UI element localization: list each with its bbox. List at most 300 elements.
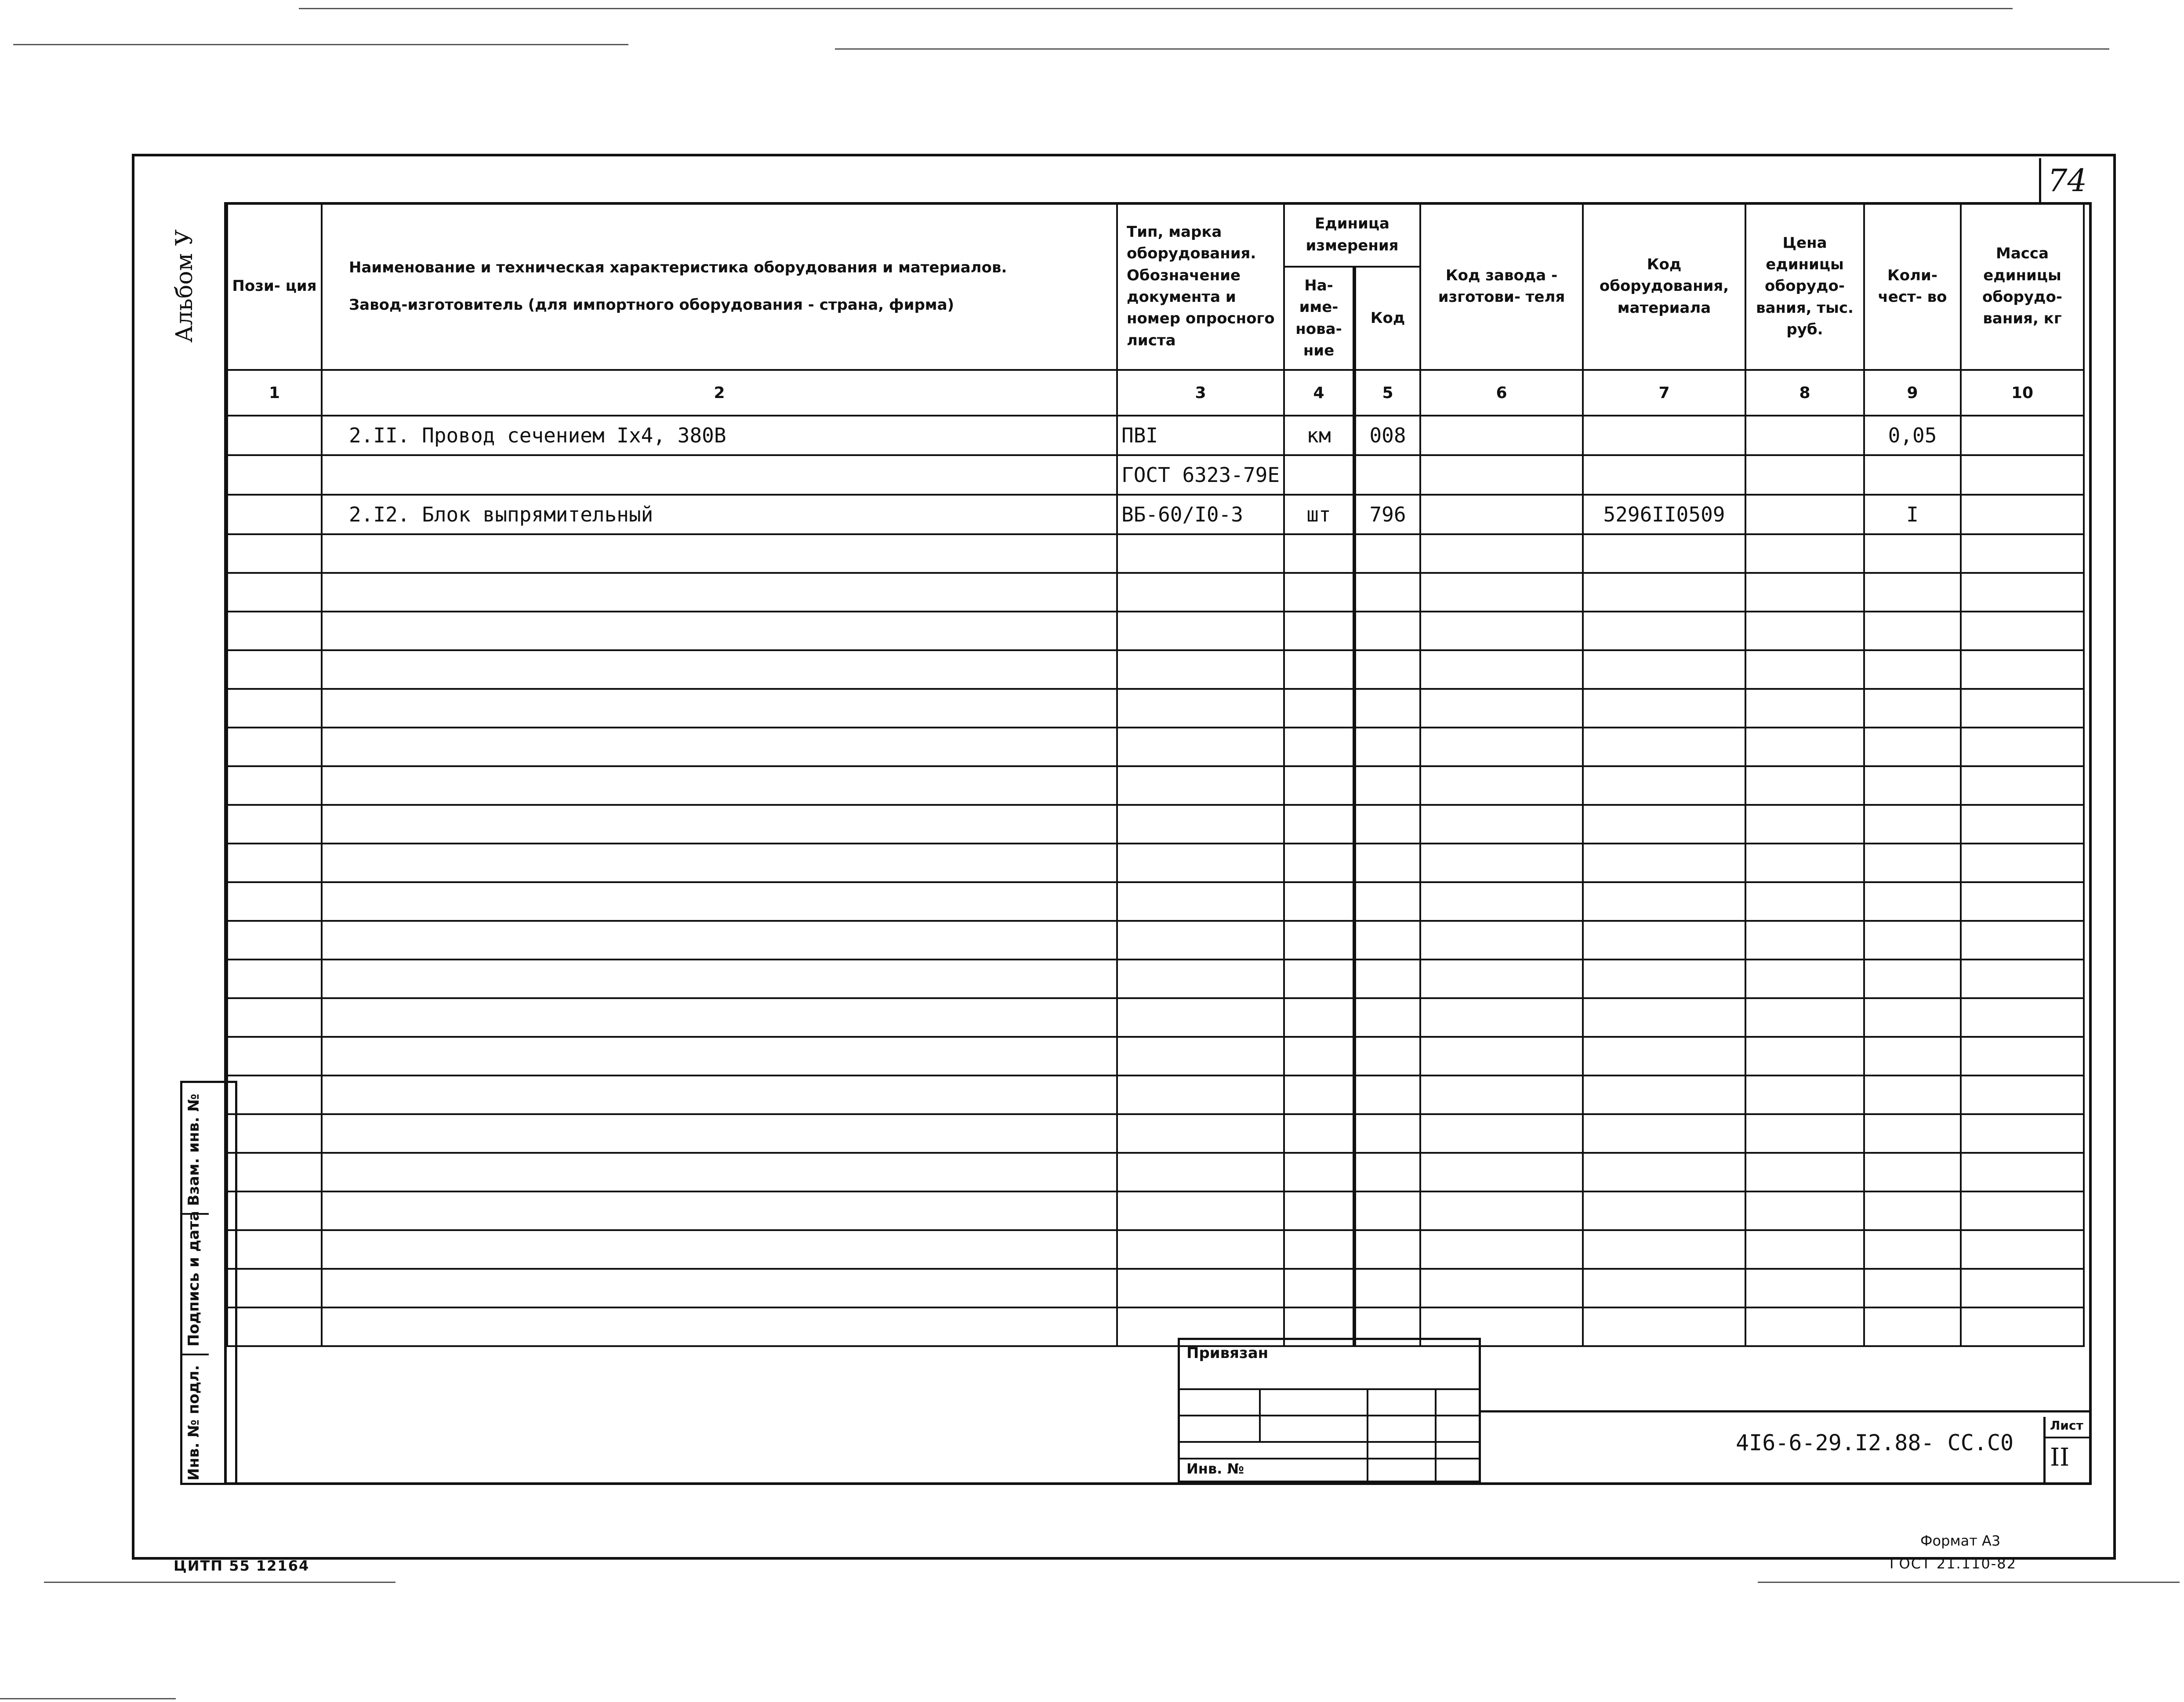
grid-line <box>1367 1388 1368 1481</box>
empty-table-row <box>227 1269 2084 1307</box>
header-name <box>322 203 1117 370</box>
empty-cell <box>1961 998 2084 1037</box>
empty-cell <box>1284 1191 1354 1230</box>
empty-cell <box>322 921 1117 960</box>
empty-cell <box>1354 534 1420 573</box>
empty-cell <box>1354 689 1420 728</box>
empty-cell <box>1284 998 1354 1037</box>
empty-cell <box>1354 1114 1420 1153</box>
empty-cell <box>1583 612 1745 650</box>
empty-cell <box>1745 998 1864 1037</box>
empty-cell <box>1284 1230 1354 1269</box>
empty-cell <box>1284 882 1354 921</box>
empty-cell <box>1420 882 1583 921</box>
empty-cell <box>1864 1037 1961 1076</box>
empty-cell <box>1864 1269 1961 1307</box>
empty-table-row <box>227 921 2084 960</box>
empty-cell <box>227 689 322 728</box>
empty-cell <box>1961 1269 2084 1307</box>
col-number: 2 <box>322 370 1117 416</box>
header-unit-name: На- име- нова- ние <box>1284 267 1354 370</box>
empty-cell <box>1354 960 1420 998</box>
col-number: 3 <box>1117 370 1284 416</box>
empty-cell <box>1420 1269 1583 1307</box>
empty-cell <box>1117 1230 1284 1269</box>
empty-cell <box>1583 844 1745 882</box>
empty-cell <box>227 766 322 805</box>
empty-cell <box>1961 1230 2084 1269</box>
empty-cell <box>1117 1037 1284 1076</box>
empty-cell <box>1864 1307 1961 1346</box>
row-quantity: 0,05 <box>1864 416 1961 455</box>
empty-table-row <box>227 1037 2084 1076</box>
empty-cell <box>1961 1114 2084 1153</box>
empty-cell <box>1420 1153 1583 1191</box>
empty-cell <box>1354 650 1420 689</box>
empty-cell <box>1284 573 1354 612</box>
empty-cell <box>1583 1153 1745 1191</box>
empty-cell <box>322 1076 1117 1114</box>
empty-cell <box>1583 1230 1745 1269</box>
empty-cell <box>1420 534 1583 573</box>
col-number: 7 <box>1583 370 1745 416</box>
empty-cell <box>1961 650 2084 689</box>
empty-cell <box>1745 1191 1864 1230</box>
row-price <box>1745 455 1864 495</box>
row-equipment-code: 5296II0509 <box>1583 495 1745 534</box>
empty-cell <box>1117 573 1284 612</box>
empty-cell <box>1745 921 1864 960</box>
empty-cell <box>1284 805 1354 844</box>
header-unit-code: Код <box>1354 267 1420 370</box>
empty-cell <box>227 805 322 844</box>
empty-cell <box>1284 612 1354 650</box>
col-number: 4 <box>1284 370 1354 416</box>
privyazan-block <box>1178 1338 1481 1483</box>
empty-cell <box>1354 1153 1420 1191</box>
empty-cell <box>322 573 1117 612</box>
empty-cell <box>1864 766 1961 805</box>
row-factory-code <box>1420 495 1583 534</box>
row-unit-code: 008 <box>1354 416 1420 455</box>
empty-table-row <box>227 534 2084 573</box>
empty-cell <box>322 960 1117 998</box>
header-type: Тип, марка оборудования. Обозначение документа и номер опросного листа <box>1117 203 1284 370</box>
empty-cell <box>1284 728 1354 766</box>
empty-cell <box>1961 1191 2084 1230</box>
page-number: 74 <box>2048 163 2087 199</box>
row-unit <box>1284 455 1354 495</box>
empty-cell <box>1420 728 1583 766</box>
empty-cell <box>1420 1076 1583 1114</box>
empty-cell <box>1117 960 1284 998</box>
row-quantity: I <box>1864 495 1961 534</box>
empty-cell <box>1284 1269 1354 1307</box>
col-number: 6 <box>1420 370 1583 416</box>
empty-cell <box>1583 534 1745 573</box>
empty-cell <box>322 1230 1117 1269</box>
empty-cell <box>1583 921 1745 960</box>
side-stamp-label: Инв. № подл. <box>185 1365 203 1481</box>
empty-cell <box>1354 921 1420 960</box>
row-name: 2.I2. Блок выпрямительный <box>322 495 1117 534</box>
empty-table-row <box>227 1307 2084 1346</box>
empty-cell <box>322 882 1117 921</box>
row-unit: км <box>1284 416 1354 455</box>
grid-line <box>1180 1415 1479 1416</box>
empty-cell <box>1961 612 2084 650</box>
grid-line <box>1180 1458 1479 1459</box>
empty-table-row <box>227 805 2084 844</box>
privyazan-title: Привязан <box>1186 1344 1269 1362</box>
empty-cell <box>1961 882 2084 921</box>
scan-artifact-line <box>1758 1582 2180 1583</box>
empty-cell <box>227 612 322 650</box>
empty-cell <box>1745 766 1864 805</box>
empty-cell <box>227 998 322 1037</box>
empty-cell <box>1284 534 1354 573</box>
header-unit-group: Единица измерения <box>1284 203 1420 267</box>
empty-cell <box>1420 1191 1583 1230</box>
empty-table-row <box>227 650 2084 689</box>
empty-cell <box>1864 1230 1961 1269</box>
empty-rows <box>227 534 2084 1346</box>
empty-table-row <box>227 960 2084 998</box>
header-name-line2: Завод-изготовитель (для импортного оборудования - страна, фирма) <box>349 296 954 314</box>
row-unit-code <box>1354 455 1420 495</box>
empty-cell <box>1864 728 1961 766</box>
empty-cell <box>1745 1230 1864 1269</box>
row-equipment-code <box>1583 416 1745 455</box>
empty-table-row <box>227 1153 2084 1191</box>
scan-artifact-line <box>835 48 2109 50</box>
empty-cell <box>227 1307 322 1346</box>
empty-cell <box>227 1153 322 1191</box>
row-factory-code <box>1420 455 1583 495</box>
empty-cell <box>322 1307 1117 1346</box>
empty-cell <box>1745 1076 1864 1114</box>
empty-cell <box>1117 1076 1284 1114</box>
empty-cell <box>1354 573 1420 612</box>
header-position: Пози- ция <box>227 203 322 370</box>
empty-cell <box>322 1114 1117 1153</box>
row-price <box>1745 416 1864 455</box>
side-stamp <box>180 1081 237 1485</box>
table-row <box>227 416 2084 455</box>
empty-cell <box>1961 1076 2084 1114</box>
empty-cell <box>1961 960 2084 998</box>
empty-cell <box>1354 1230 1420 1269</box>
empty-cell <box>1864 960 1961 998</box>
empty-cell <box>1354 1076 1420 1114</box>
empty-cell <box>1284 921 1354 960</box>
empty-cell <box>1284 1114 1354 1153</box>
empty-cell <box>1583 728 1745 766</box>
empty-cell <box>322 1037 1117 1076</box>
empty-cell <box>227 573 322 612</box>
empty-cell <box>1284 844 1354 882</box>
empty-cell <box>227 728 322 766</box>
empty-cell <box>1864 805 1961 844</box>
empty-cell <box>1284 1153 1354 1191</box>
row-mass <box>1961 416 2084 455</box>
empty-cell <box>1961 844 2084 882</box>
empty-cell <box>1745 1114 1864 1153</box>
empty-cell <box>1284 650 1354 689</box>
empty-cell <box>1420 650 1583 689</box>
empty-cell <box>1354 1269 1420 1307</box>
empty-cell <box>1745 650 1864 689</box>
empty-cell <box>227 921 322 960</box>
empty-cell <box>227 650 322 689</box>
empty-cell <box>322 612 1117 650</box>
empty-table-row <box>227 689 2084 728</box>
header-quantity: Коли- чест- во <box>1864 203 1961 370</box>
footer-gost: ГОСТ 21.110-82 <box>1890 1555 2017 1572</box>
empty-cell <box>1745 728 1864 766</box>
empty-cell <box>1864 689 1961 728</box>
empty-cell <box>1284 689 1354 728</box>
row-unit-code: 796 <box>1354 495 1420 534</box>
empty-cell <box>1354 766 1420 805</box>
empty-cell <box>1961 805 2084 844</box>
col-number: 10 <box>1961 370 2084 416</box>
empty-cell <box>1745 534 1864 573</box>
empty-cell <box>1420 573 1583 612</box>
empty-cell <box>1117 534 1284 573</box>
empty-cell <box>1583 1269 1745 1307</box>
empty-cell <box>1420 1230 1583 1269</box>
title-block-line <box>1481 1410 2092 1412</box>
empty-cell <box>1961 921 2084 960</box>
title-block-line <box>2043 1437 2092 1438</box>
empty-table-row <box>227 844 2084 882</box>
empty-cell <box>1745 1269 1864 1307</box>
empty-cell <box>1961 1037 2084 1076</box>
row-unit: шт <box>1284 495 1354 534</box>
scan-artifact-line <box>13 44 628 45</box>
empty-cell <box>1420 805 1583 844</box>
header-price: Цена единицы оборудо- вания, тыс. руб. <box>1745 203 1864 370</box>
empty-cell <box>322 766 1117 805</box>
empty-cell <box>322 805 1117 844</box>
empty-cell <box>1420 1037 1583 1076</box>
grid-line <box>1259 1388 1261 1441</box>
col-number: 5 <box>1354 370 1420 416</box>
empty-cell <box>1420 1114 1583 1153</box>
row-type: ГОСТ 6323-79Е <box>1117 455 1284 495</box>
empty-cell <box>1284 1037 1354 1076</box>
side-stamp-label: Взам. инв. № <box>185 1094 203 1206</box>
empty-cell <box>1583 650 1745 689</box>
row-position <box>227 495 322 534</box>
sheet-number: II <box>2050 1443 2070 1472</box>
empty-cell <box>1284 1076 1354 1114</box>
empty-cell <box>1864 844 1961 882</box>
empty-cell <box>1354 1037 1420 1076</box>
empty-cell <box>1583 998 1745 1037</box>
empty-cell <box>1117 612 1284 650</box>
empty-cell <box>322 650 1117 689</box>
empty-cell <box>1583 1307 1745 1346</box>
column-number-row <box>227 370 2084 416</box>
empty-cell <box>1864 1153 1961 1191</box>
document-code: 4I6-6-29.I2.88- СС.С0 <box>1736 1430 2014 1456</box>
empty-cell <box>1745 1037 1864 1076</box>
empty-cell <box>1354 612 1420 650</box>
album-label: Альбом У <box>171 229 198 343</box>
table-row <box>227 495 2084 534</box>
empty-cell <box>1420 844 1583 882</box>
empty-cell <box>322 1191 1117 1230</box>
empty-table-row <box>227 1191 2084 1230</box>
empty-cell <box>1745 573 1864 612</box>
empty-cell <box>1583 960 1745 998</box>
empty-cell <box>1284 766 1354 805</box>
grid-line <box>1435 1388 1437 1481</box>
empty-cell <box>1117 882 1284 921</box>
row-position <box>227 455 322 495</box>
empty-cell <box>1420 766 1583 805</box>
empty-cell <box>1961 1153 2084 1191</box>
empty-table-row <box>227 1114 2084 1153</box>
side-stamp-label: Подпись и дата <box>185 1211 203 1347</box>
row-name <box>322 455 1117 495</box>
empty-cell <box>1117 998 1284 1037</box>
grid-line <box>1180 1441 1479 1443</box>
empty-cell <box>1745 805 1864 844</box>
empty-cell <box>1864 882 1961 921</box>
empty-cell <box>227 1037 322 1076</box>
empty-cell <box>1354 805 1420 844</box>
empty-cell <box>1420 960 1583 998</box>
empty-cell <box>1583 1037 1745 1076</box>
empty-cell <box>227 1230 322 1269</box>
empty-cell <box>1583 1076 1745 1114</box>
empty-cell <box>1583 766 1745 805</box>
empty-cell <box>1583 1191 1745 1230</box>
empty-cell <box>1864 921 1961 960</box>
empty-cell <box>1117 689 1284 728</box>
empty-cell <box>1354 998 1420 1037</box>
empty-cell <box>1420 998 1583 1037</box>
empty-cell <box>1117 805 1284 844</box>
empty-cell <box>322 1153 1117 1191</box>
empty-cell <box>1117 1269 1284 1307</box>
scan-artifact-line <box>44 1582 395 1583</box>
specification-table <box>226 202 2085 1347</box>
empty-cell <box>322 689 1117 728</box>
empty-cell <box>1117 650 1284 689</box>
empty-cell <box>1745 1307 1864 1346</box>
footer-format: Формат А3 <box>1920 1532 2001 1549</box>
empty-cell <box>1961 573 2084 612</box>
col-number: 1 <box>227 370 322 416</box>
col-number: 8 <box>1745 370 1864 416</box>
empty-cell <box>1864 998 1961 1037</box>
empty-cell <box>227 534 322 573</box>
empty-cell <box>1745 689 1864 728</box>
inventory-label: Инв. № <box>1186 1460 1244 1477</box>
empty-cell <box>1354 728 1420 766</box>
empty-cell <box>1117 766 1284 805</box>
grid-line <box>1180 1388 1479 1390</box>
scan-artifact-line <box>0 1698 176 1699</box>
empty-cell <box>1745 612 1864 650</box>
empty-cell <box>1354 882 1420 921</box>
empty-cell <box>1117 921 1284 960</box>
empty-cell <box>1864 1191 1961 1230</box>
empty-cell <box>227 844 322 882</box>
empty-cell <box>322 534 1117 573</box>
empty-cell <box>1745 882 1864 921</box>
empty-cell <box>1284 960 1354 998</box>
row-equipment-code <box>1583 455 1745 495</box>
empty-cell <box>1583 882 1745 921</box>
empty-cell <box>322 844 1117 882</box>
empty-cell <box>1961 766 2084 805</box>
empty-cell <box>1864 573 1961 612</box>
empty-table-row <box>227 573 2084 612</box>
row-type: ПВI <box>1117 416 1284 455</box>
empty-cell <box>1420 689 1583 728</box>
empty-cell <box>1961 689 2084 728</box>
empty-cell <box>1420 612 1583 650</box>
empty-cell <box>227 1191 322 1230</box>
empty-table-row <box>227 728 2084 766</box>
empty-cell <box>1117 728 1284 766</box>
empty-cell <box>322 998 1117 1037</box>
header-mass: Масса единицы оборудо- вания, кг <box>1961 203 2084 370</box>
empty-table-row <box>227 1230 2084 1269</box>
empty-cell <box>227 1114 322 1153</box>
empty-cell <box>1864 612 1961 650</box>
row-position <box>227 416 322 455</box>
header-name-line1: Наименование и техническая характеристика оборудования и материалов. <box>349 259 1007 277</box>
row-type: ВБ-60/I0-3 <box>1117 495 1284 534</box>
col-number: 9 <box>1864 370 1961 416</box>
scan-artifact-line <box>299 8 2013 9</box>
empty-cell <box>1864 1076 1961 1114</box>
row-price <box>1745 495 1864 534</box>
empty-cell <box>1864 1114 1961 1153</box>
empty-cell <box>1961 728 2084 766</box>
empty-cell <box>1583 1114 1745 1153</box>
empty-cell <box>227 1076 322 1114</box>
empty-cell <box>322 728 1117 766</box>
header-factory-code: Код завода - изготови- теля <box>1420 203 1583 370</box>
footer-print-code: ЦИТП 55 12164 <box>174 1557 310 1574</box>
sheet-label: Лист <box>2050 1418 2083 1433</box>
empty-cell <box>1745 960 1864 998</box>
row-quantity <box>1864 455 1961 495</box>
empty-cell <box>1117 1114 1284 1153</box>
row-factory-code <box>1420 416 1583 455</box>
empty-cell <box>1745 1153 1864 1191</box>
empty-table-row <box>227 612 2084 650</box>
header-equipment-code: Код оборудования, материала <box>1583 203 1745 370</box>
empty-cell <box>1354 844 1420 882</box>
empty-cell <box>1583 805 1745 844</box>
empty-cell <box>1117 1153 1284 1191</box>
table-row <box>227 455 2084 495</box>
empty-cell <box>1354 1191 1420 1230</box>
row-name: 2.II. Провод сечением Iх4, 380В <box>322 416 1117 455</box>
empty-table-row <box>227 766 2084 805</box>
empty-table-row <box>227 882 2084 921</box>
empty-cell <box>1583 573 1745 612</box>
empty-cell <box>227 882 322 921</box>
